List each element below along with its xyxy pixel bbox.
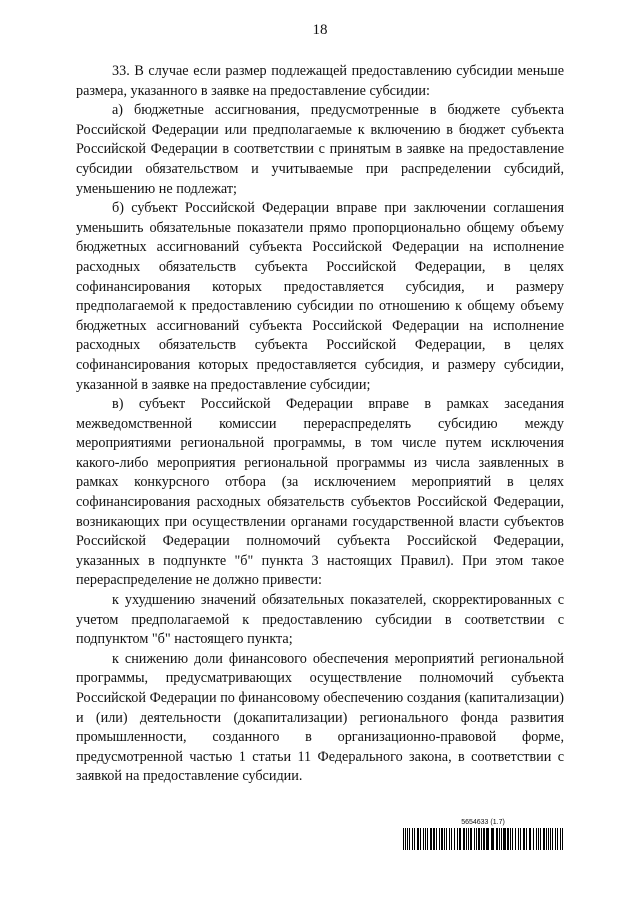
paragraph-v: в) субъект Российской Федерации вправе в рамках заседания межведомственной комиссии перераспределять субсидию между мероприятиями региональной программы, в том числе путем исключения какого-либо мероприятия региональной программы из числа заявленных в рамках конкурсного отбора (за исключением мероприятий в целях софинансирования расходных обязательств субъектов Российской Федерации, возникающих при осуществлении органами государственной власти субъектов Российской Федерации полномочий субъекта Российской Федерации, указанных в подпункте "б" пункта 3 настоящих Правил). При этом такое перераспределение не должно привести:	[76, 396, 564, 589]
barcode-label: 5654633 (1.7)	[461, 819, 505, 826]
paragraph-33: 33. В случае если размер подлежащей предоставлению субсидии меньше размера, указанного в заявке на предоставление субсидии:	[76, 63, 564, 99]
paragraph-v-item-1: к ухудшению значений обязательных показателей, скорректированных с учетом предполагаемой к предоставлению субсидии в соответствии с подпунктом "б" настоящего пункта;	[76, 592, 564, 648]
page-number: 18	[312, 22, 328, 38]
paragraph-b: б) субъект Российской Федерации вправе при заключении соглашения уменьшить обязательные показатели прямо пропорционально общему объему бюджетных ассигнований субъекта Российской Федерации на исполнение расходных обязательств субъекта Российской Федерации, в целях софинансирования которых предоставляется субсидия, и размеру предполагаемой к предоставлению субсидии по отношению к общему объему бюджетных ассигнований субъекта Российской Федерации на исполнение расходных обязательств субъекта Российской Федерации, в целях софинансирования которых предоставляется субсидия, и размеру субсидии, указанной в заявке на предоставление субсидии;	[76, 200, 564, 393]
paragraph-a: а) бюджетные ассигнования, предусмотренные в бюджете субъекта Российской Федерации или предполагаемые к включению в бюджет субъекта Российской Федерации в соответствии с принятым в заявке на предоставление субсидии обязательством и учитываемые при распределении субсидий, уменьшению не подлежат;	[76, 102, 564, 197]
document-body	[76, 62, 564, 787]
barcode-block	[403, 818, 566, 852]
barcode-image	[403, 828, 566, 850]
paragraph-v-item-2: к снижению доли финансового обеспечения мероприятий региональной программы, предусматривающих осуществление полномочий субъекта Российской Федерации по финансовому обеспечению создания (капитализации) и (или) деятельности (докапитализации) регионального фонда развития промышленности, созданного в организационно-правовой форме, предусмотренной частью 1 статьи 11 Федерального закона, в соответствии с заявкой на предоставление субсидии.	[76, 650, 564, 785]
